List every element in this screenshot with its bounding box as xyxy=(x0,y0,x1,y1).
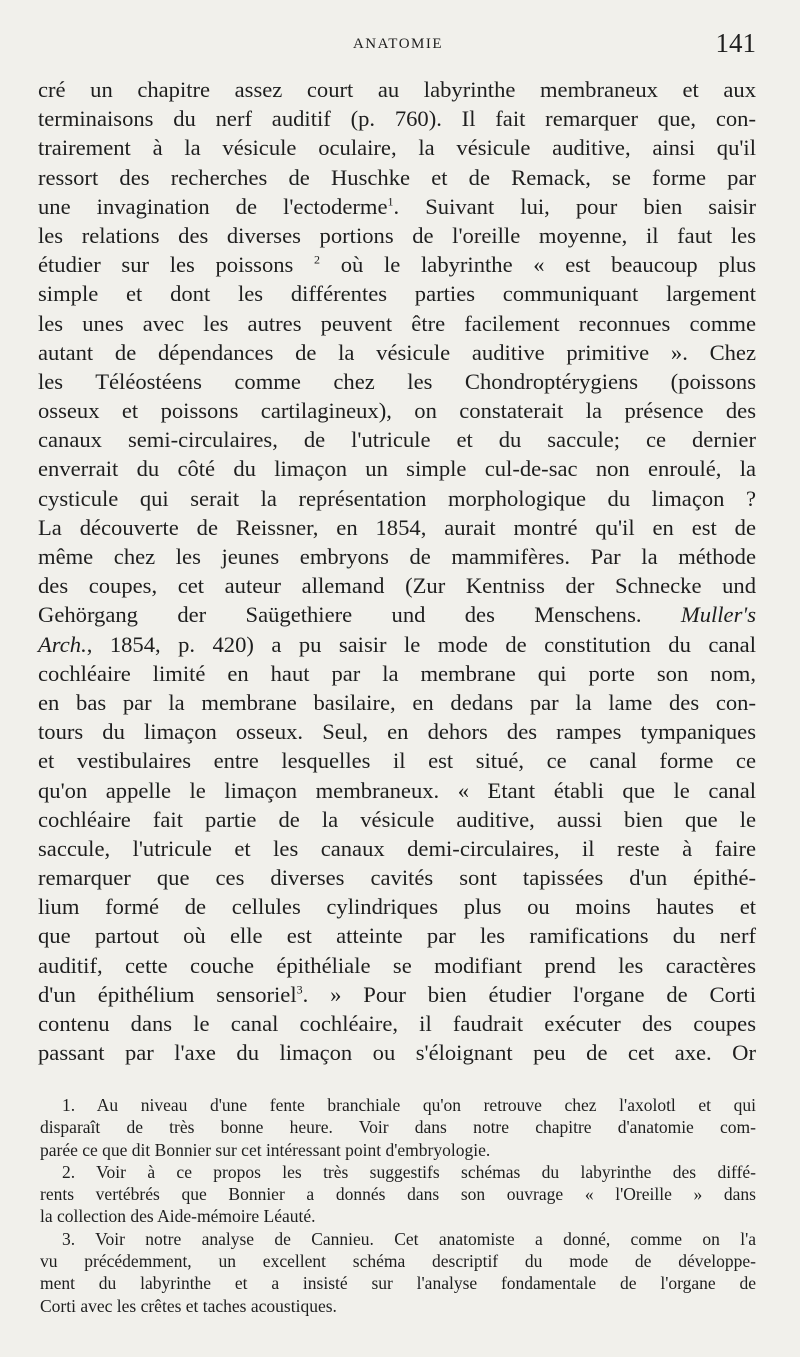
footnote-ref: 1 xyxy=(387,194,394,209)
body-line: simple et dont les différentes parties communiquant largement xyxy=(38,281,756,307)
body-line: ressort des recherches de Huschke et de Remack, se forme par xyxy=(38,164,756,190)
footnote-line: 3. Voir notre analyse de Cannieu. Cet anatomiste a donné, comme on l'a xyxy=(62,1228,756,1249)
body-line: terminaisons du nerf auditif (p. 760). Il fait remarquer que, con- xyxy=(38,106,756,132)
body-line: d'un épithélium sensoriel$^3$. » Pour bien étudier l'organe de Corti xyxy=(38,981,756,1007)
body-line: et vestibulaires entre lesquelles il est situé, ce canal forme ce xyxy=(38,748,756,774)
body-line: autant de dépendances de la vésicule auditive primitive ». Chez xyxy=(38,339,756,365)
body-line: osseux et poissons cartilagineux), on constaterait la présence des xyxy=(38,398,756,424)
body-line: auditif, cette couche épithéliale se modifiant prend les caractères xyxy=(38,952,756,978)
body-text xyxy=(38,75,756,1067)
body-line: les relations des diverses portions de l'oreille moyenne, il faut les xyxy=(38,222,756,248)
footnote-line: disparaît de très bonne heure. Voir dans notre chapitre d'anatomie com- xyxy=(40,1117,756,1138)
footnote-ref: 2 xyxy=(314,252,321,267)
body-line: remarquer que ces diverses cavités sont tapissées d'un épithé- xyxy=(38,865,756,891)
italic-citation: Muller's xyxy=(680,602,756,628)
body-line: saccule, l'utricule et les canaux demi-circulaires, il reste à faire xyxy=(38,835,756,861)
body-line: contenu dans le canal cochléaire, il faudrait exécuter des coupes xyxy=(38,1011,756,1036)
body-line: lium formé de cellules cylindriques plus ou moins hautes et xyxy=(38,894,756,920)
body-line: Gehörgang der Saügethiere und des Menschens. Muller's xyxy=(38,602,756,628)
footnote-line: parée ce que dit Bonnier sur cet intéressant point d'embryologie. xyxy=(40,1139,491,1160)
body-line: cochléaire fait partie de la vésicule auditive, aussi bien que le xyxy=(38,806,756,832)
footnote-line: 1. Au niveau d'une fente branchiale qu'on retrouve chez l'axolotl et qui xyxy=(62,1095,756,1115)
body-line: que partout où elle est atteinte par les ramifications du nerf xyxy=(38,923,756,949)
body-line: tours du limaçon osseux. Seul, en dehors des rampes tympaniques xyxy=(38,719,756,745)
running-title: ANATOMIE xyxy=(352,36,444,52)
footnote-line: Corti avec les crêtes et taches acoustiques. xyxy=(40,1295,337,1316)
body-line: trairement à la vésicule oculaire, la vésicule auditive, ainsi qu'il xyxy=(38,135,756,161)
footnote-line: la collection des Aide-mémoire Léauté. xyxy=(40,1206,316,1227)
footnote-line: rents vertébrés que Bonnier a donnés dans son ouvrage « l'Oreille » dans xyxy=(40,1184,756,1205)
body-line: en bas par la membrane basilaire, en dedans par la lame des con- xyxy=(38,689,756,715)
body-line: canaux semi-circulaires, de l'utricule et du saccule; ce dernier xyxy=(38,427,756,453)
footnote-line: ment du labyrinthe et a insisté sur l'analyse fondamentale de l'organe de xyxy=(40,1273,756,1294)
page-number: 141 xyxy=(715,28,756,58)
body-line: cochléaire limité en haut par la membrane qui porte son nom, xyxy=(38,660,756,686)
footnote-line: vu précédemment, un excellent schéma descriptif du mode de développe- xyxy=(40,1251,756,1272)
body-line: cré un chapitre assez court au labyrinthe membraneux et aux xyxy=(38,77,756,102)
body-line: Arch., 1854, p. 420) a pu saisir le mode de constitution du canal xyxy=(38,631,756,657)
italic-citation: Arch. xyxy=(38,631,87,657)
footnotes xyxy=(40,1094,756,1317)
footnote-line: 2. Voir à ce propos les très suggestifs schémas du labyrinthe des diffé- xyxy=(62,1161,756,1182)
body-line: enverrait du côté du limaçon un simple cul-de-sac non enroulé, la xyxy=(38,456,756,482)
footnote-ref: 3 xyxy=(296,982,303,997)
body-line: cysticule qui serait la représentation morphologique du limaçon ? xyxy=(38,485,756,511)
body-line: les Téléostéens comme chez les Chondroptérygiens (poissons xyxy=(38,368,756,394)
body-line: les unes avec les autres peuvent être facilement reconnues comme xyxy=(38,310,756,336)
body-line: même chez les jeunes embryons de mammifères. Par la méthode xyxy=(38,544,756,569)
body-line: qu'on appelle le limaçon membraneux. « Etant établi que le canal xyxy=(38,777,756,803)
body-line: des coupes, cet auteur allemand (Zur Kentniss der Schnecke und xyxy=(38,573,756,599)
body-line: La découverte de Reissner, en 1854, aurait montré qu'il en est de xyxy=(38,514,756,540)
body-line: une invagination de l'ectoderme$^1$. Suivant lui, pour bien saisir xyxy=(38,193,756,219)
body-line: passant par l'axe du limaçon ou s'éloignant peu de cet axe. Or xyxy=(38,1040,756,1066)
body-line: étudier sur les poissons $^2$ où le labyrinthe « est beaucoup plus xyxy=(38,252,756,278)
page-header xyxy=(40,28,756,60)
